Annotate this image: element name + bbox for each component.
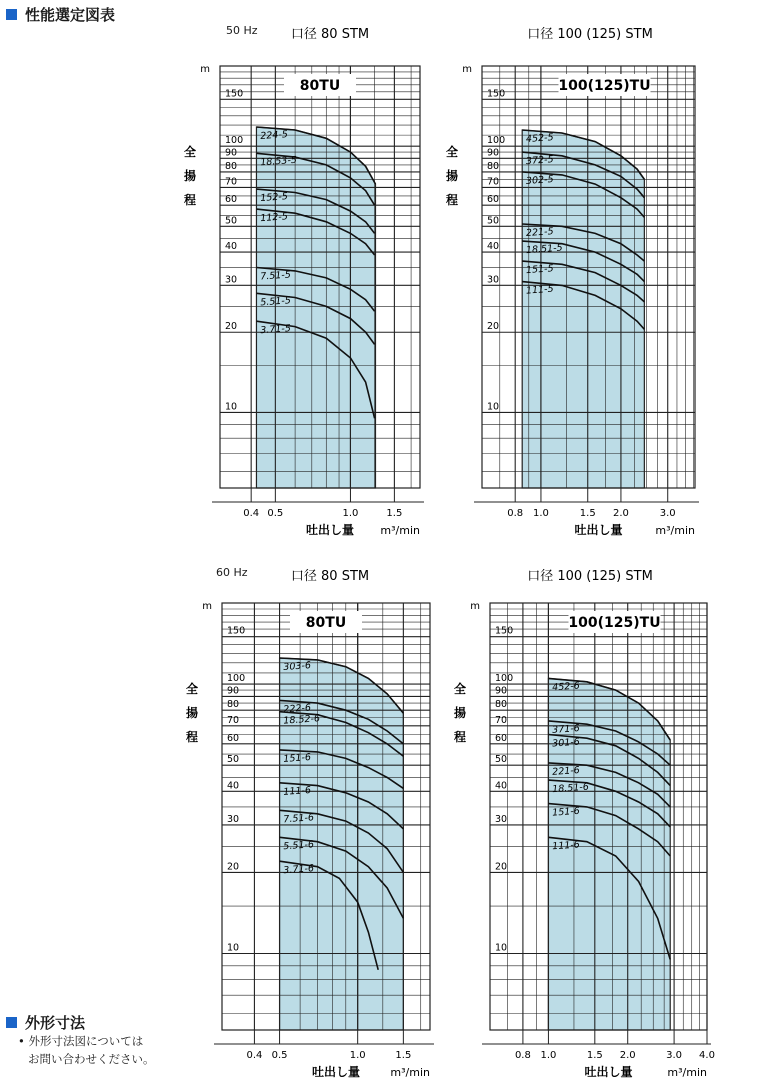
operating-region	[256, 127, 375, 488]
curve-label: 5.51-6	[283, 839, 315, 853]
freq-label-50hz: 50 Hz	[226, 24, 258, 37]
curve-label: 151-6	[283, 751, 312, 765]
y-tick-label: 80	[487, 160, 500, 172]
y-tick-label: 50	[495, 754, 508, 766]
chart-2	[446, 27, 699, 537]
y-tick-label: 150	[495, 625, 514, 637]
y-tick-label: 30	[227, 813, 240, 825]
y-tick-label: 90	[225, 147, 238, 159]
curve-label: 152-5	[259, 191, 289, 205]
y-tick-label: 90	[227, 685, 240, 697]
x-tick-label: 1.5	[579, 508, 596, 519]
curve-label: 224-5	[259, 129, 289, 143]
y-axis-label-char: 揚	[445, 169, 459, 183]
x-axis-label: 吐出し量	[584, 1065, 633, 1079]
y-unit: m	[462, 64, 472, 75]
x-tick-label: 2.0	[619, 1050, 636, 1061]
y-axis-label-char: 程	[183, 193, 197, 207]
x-axis-label: 吐出し量	[311, 1065, 361, 1079]
x-tick-label: 0.4	[246, 1050, 263, 1061]
x-tick-label: 3.0	[666, 1050, 683, 1061]
y-tick-label: 40	[487, 241, 500, 253]
chart-caption: 口径 100 (125) STM	[527, 27, 653, 42]
y-tick-label: 150	[225, 88, 244, 100]
curve-label: 452-6	[551, 680, 581, 694]
heading-square-icon	[6, 1017, 17, 1028]
y-tick-label: 30	[225, 274, 238, 286]
y-axis-label-char: 程	[185, 730, 199, 744]
curve-label: 302-5	[525, 174, 554, 187]
y-tick-label: 40	[495, 780, 508, 792]
y-tick-label: 70	[227, 714, 240, 726]
y-unit: m	[470, 601, 480, 612]
y-tick-label: 150	[487, 88, 506, 100]
y-tick-label: 10	[225, 401, 238, 413]
y-tick-label: 100	[495, 673, 514, 685]
y-axis-label-char: 全	[445, 145, 459, 159]
curve-label: 151-5	[525, 263, 554, 277]
chart-3	[186, 569, 434, 1079]
curve-label: 452-5	[525, 132, 554, 145]
x-tick-label: 4.0	[699, 1050, 715, 1061]
y-tick-label: 100	[227, 673, 246, 685]
y-tick-label: 60	[487, 194, 500, 206]
x-tick-label: 0.8	[507, 508, 524, 519]
curve-label: 111-6	[551, 839, 581, 853]
y-unit: m	[202, 601, 212, 612]
x-tick-label: 0.5	[267, 508, 284, 519]
y-axis-label-char: 程	[445, 193, 459, 207]
y-axis-label-char: 程	[453, 730, 467, 744]
x-unit: m³/min	[655, 524, 695, 537]
curve-label: 111-6	[283, 784, 312, 798]
dimension-note	[18, 1032, 155, 1068]
x-tick-label: 1.5	[395, 1050, 412, 1061]
curve-label: 222-6	[283, 702, 312, 716]
x-tick-label: 1.5	[586, 1050, 603, 1061]
curve-label: 151-6	[551, 805, 581, 819]
heading-dimensions	[6, 1012, 85, 1033]
x-unit: m³/min	[390, 1066, 430, 1079]
y-axis-label-char: 全	[183, 145, 197, 159]
y-tick-label: 40	[225, 241, 238, 253]
y-tick-label: 150	[227, 625, 246, 637]
curve-label: 18.51-5	[525, 242, 563, 257]
y-tick-label: 50	[487, 215, 500, 227]
x-unit: m³/min	[380, 524, 420, 537]
freq-label-60hz: 60 Hz	[216, 566, 248, 579]
y-tick-label: 20	[225, 321, 238, 333]
x-tick-label: 1.0	[540, 1050, 557, 1061]
heading-performance-text: 性能選定図表	[25, 6, 116, 24]
chart-caption: 口径 80 STM	[290, 569, 370, 584]
note-line-1: • 外形寸法図については	[18, 1034, 144, 1048]
chart-title: 80TU	[299, 78, 341, 94]
y-tick-label: 50	[225, 215, 238, 227]
x-tick-label: 1.0	[342, 508, 359, 519]
x-tick-label: 0.4	[243, 508, 260, 519]
curve-label: 303-6	[283, 660, 312, 673]
y-tick-label: 20	[495, 861, 508, 873]
y-axis-label-char: 揚	[183, 169, 197, 183]
chart-1	[184, 27, 424, 537]
y-tick-label: 60	[227, 732, 240, 744]
y-axis-label-char: 揚	[185, 706, 199, 720]
curve-label: 3.71-5	[259, 323, 292, 337]
curve-label: 7.51-6	[283, 812, 315, 826]
y-tick-label: 10	[487, 401, 500, 413]
y-tick-label: 70	[225, 176, 238, 188]
chart-title: 100(125)TU	[558, 78, 651, 94]
y-tick-label: 90	[495, 685, 508, 697]
y-tick-label: 40	[227, 780, 240, 792]
y-tick-label: 70	[487, 176, 500, 188]
y-tick-label: 80	[227, 699, 240, 711]
y-tick-label: 60	[225, 194, 238, 206]
y-tick-label: 10	[495, 942, 508, 954]
x-tick-label: 3.0	[659, 508, 676, 519]
curve-label: 18.53-5	[259, 154, 298, 169]
curve-label: 18.52-6	[283, 713, 321, 727]
y-tick-label: 80	[495, 699, 508, 711]
x-tick-label: 1.0	[532, 508, 549, 519]
x-axis-label: 吐出し量	[305, 523, 355, 537]
curve-label: 5.51-5	[259, 295, 292, 309]
x-axis-label: 吐出し量	[574, 523, 623, 537]
curve-label: 7.51-5	[259, 269, 292, 283]
note-line-2: お問い合わせください。	[28, 1052, 155, 1066]
y-tick-label: 30	[487, 274, 500, 286]
y-tick-label: 80	[225, 160, 238, 172]
y-tick-label: 100	[487, 135, 506, 147]
y-tick-label: 100	[225, 135, 244, 147]
chart-title: 100(125)TU	[568, 615, 661, 631]
y-tick-label: 50	[227, 754, 240, 766]
x-tick-label: 1.5	[386, 508, 403, 519]
x-tick-label: 1.0	[349, 1050, 366, 1061]
y-tick-label: 20	[487, 321, 500, 333]
curve-label: 111-5	[525, 283, 554, 297]
y-unit: m	[200, 64, 210, 75]
y-tick-label: 30	[495, 813, 508, 825]
x-tick-label: 0.8	[514, 1050, 531, 1061]
x-tick-label: 2.0	[612, 508, 629, 519]
x-unit: m³/min	[667, 1066, 707, 1079]
y-axis-label-char: 揚	[453, 706, 467, 720]
curve-label: 371-6	[551, 723, 581, 736]
x-tick-label: 0.5	[271, 1050, 288, 1061]
curve-label: 372-5	[525, 154, 554, 168]
y-tick-label: 10	[227, 942, 240, 954]
y-axis-label-char: 全	[453, 682, 467, 696]
y-tick-label: 90	[487, 147, 500, 159]
curve-label: 112-5	[259, 211, 289, 225]
chart-caption: 口径 100 (125) STM	[527, 569, 653, 584]
chart-4	[454, 569, 715, 1079]
curve-label: 3.71-6	[283, 863, 315, 877]
y-tick-label: 60	[495, 732, 508, 744]
y-axis-label-char: 全	[185, 682, 199, 696]
curve-label: 221-6	[551, 764, 581, 778]
curve-label: 221-5	[525, 226, 554, 239]
chart-caption: 口径 80 STM	[290, 27, 370, 42]
curve-label: 301-6	[551, 736, 581, 750]
y-tick-label: 20	[227, 861, 240, 873]
heading-dimensions-text: 外形寸法	[25, 1014, 86, 1032]
curve-label: 18.51-6	[551, 781, 590, 796]
y-tick-label: 70	[495, 714, 508, 726]
chart-title: 80TU	[305, 615, 347, 631]
